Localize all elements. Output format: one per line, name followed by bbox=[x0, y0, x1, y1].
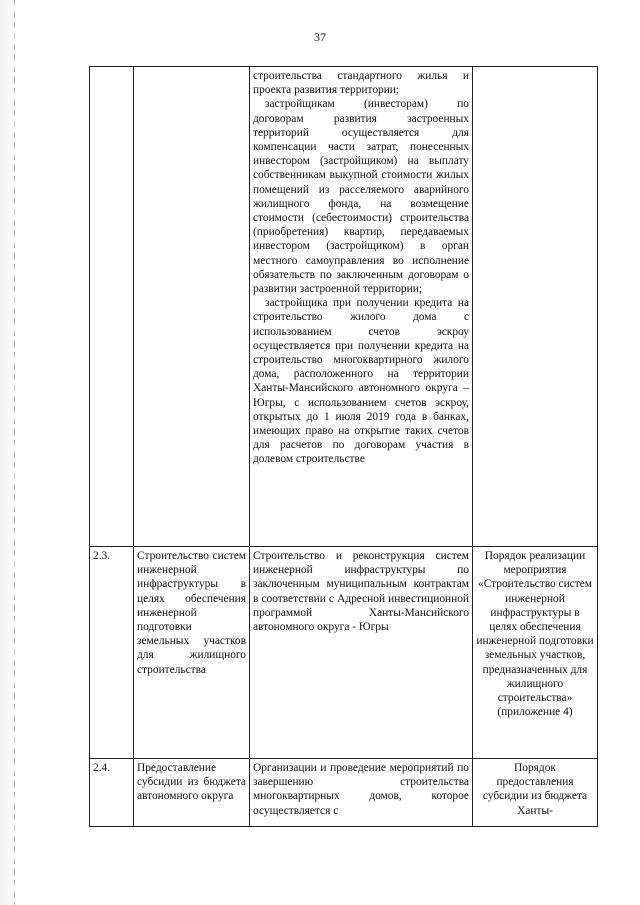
description-paragraph: строительства стандартного жилья и проекта развития территории; bbox=[253, 70, 469, 97]
regulating-document-cell: Порядок реализации мероприятия «Строительство систем инженерной инфраструктуры в целях обеспечения инженерной подготовки земельных участков, предназначенных для жилищного строительства» (приложение 4) bbox=[473, 547, 598, 759]
measure-name-cell bbox=[134, 67, 250, 547]
row-number-cell: 2.4. bbox=[90, 759, 134, 827]
scan-binding-line bbox=[14, 0, 15, 905]
table-row bbox=[90, 547, 598, 759]
program-measures-table bbox=[89, 66, 598, 827]
regulating-document-cell: Порядок предоставления субсидии из бюджета Ханты- bbox=[473, 759, 598, 827]
measure-description-cell bbox=[250, 759, 473, 827]
description-paragraph: Организации и проведение мероприятий по завершению строительства многоквартирных домов, которое осуществляется с bbox=[253, 762, 469, 817]
regulating-document-cell bbox=[473, 67, 598, 547]
measure-description-cell bbox=[250, 547, 473, 759]
measure-description-cell bbox=[250, 67, 473, 547]
description-paragraph: Строительство и реконструкция систем инженерной инфраструктуры по заключенным муниципальным контрактам в соответствии с Адресной инвестиционной программой Ханты-Мансийского автономного округа - Югры bbox=[253, 550, 469, 634]
scan-margin bbox=[0, 0, 18, 905]
page-number: 37 bbox=[314, 30, 326, 44]
table-row bbox=[90, 67, 598, 547]
row-number-cell: 2.3. bbox=[90, 547, 134, 759]
table-row bbox=[90, 759, 598, 827]
row-number-cell bbox=[90, 67, 134, 547]
description-paragraph: застройщикам (инвесторам) по договорам развития застроенных территорий осуществляется для компенсации части затрат, понесенных инвестором (застройщиком) на выплату собственникам выкупной стоимости жилых помещений из расселяемого аварийного жилищного фонда, на возмещение стоимости (себестоимости) строительства (приобретения) квартир, передаваемых инвестором (застройщиком) в орган местного самоуправления во исполнение обязательств по заключенным договорам о развитии застроенной территории; bbox=[253, 98, 469, 296]
description-paragraph: застройщика при получении кредита на строительство жилого дома с использованием счетов эскроу осуществляется при получении кредита на строительство многоквартирного жилого дома, расположенного на территории Ханты-Мансийского автономного округа – Югры, с использованием счетов эскроу, открытых до 1 июля 2019 года в банках, имеющих право на открытие таких счетов для расчетов по договорам участия в долевом строительстве bbox=[253, 297, 469, 466]
measure-name-cell: Предоставление субсидии из бюджета автономного округа bbox=[134, 759, 250, 827]
measure-name-cell: Строительство систем инженерной инфраструктуры в целях обеспечения инженерной подготовки земельных участков для жилищного строительства bbox=[134, 547, 250, 759]
